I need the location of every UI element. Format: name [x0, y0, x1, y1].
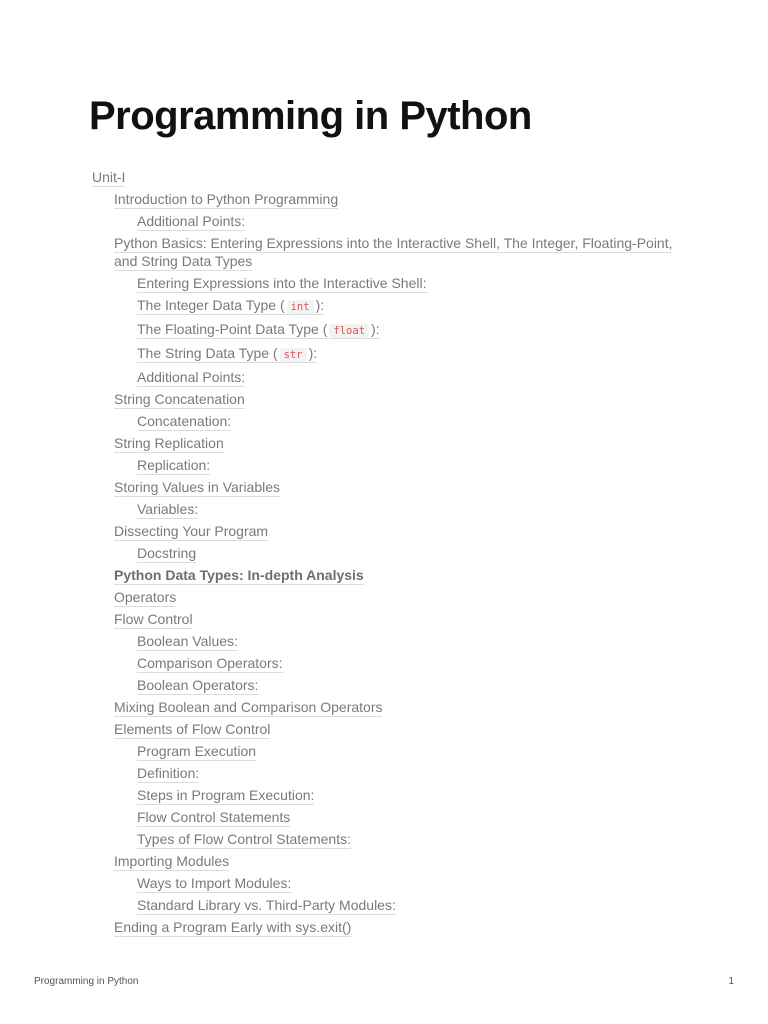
- toc-link-label: The Floating-Point Data Type (: [137, 321, 328, 337]
- toc-link-text: [137, 677, 258, 695]
- toc-link[interactable]: [137, 874, 692, 892]
- toc-link-text: [114, 699, 382, 717]
- toc-link-label: Boolean Operators:: [137, 677, 259, 693]
- toc-link-label: Comparison Operators:: [137, 655, 283, 671]
- toc-link[interactable]: [137, 544, 692, 562]
- toc-link-text: [137, 633, 238, 651]
- toc-link[interactable]: [114, 698, 692, 716]
- toc-link-label: Additional Points:: [137, 213, 246, 229]
- toc-link-label: Elements of Flow Control: [114, 721, 271, 737]
- toc-link-text: [137, 501, 198, 519]
- inline-code: float: [329, 324, 369, 338]
- toc-link-text: [137, 875, 291, 893]
- toc-link-text: [137, 369, 245, 387]
- toc-link-label: Replication:: [137, 457, 211, 473]
- toc-link-text: [114, 589, 176, 607]
- toc-link-text: [137, 787, 314, 805]
- inline-code: int: [287, 300, 314, 314]
- toc-link[interactable]: [137, 676, 692, 694]
- toc-link[interactable]: [92, 168, 692, 186]
- toc-link-text: [92, 169, 125, 187]
- toc-link[interactable]: [137, 632, 692, 650]
- footer-page-number: 1: [728, 976, 734, 987]
- toc-link-text: [114, 235, 673, 271]
- toc-link-label: Flow Control Statements: [137, 809, 291, 825]
- toc-link[interactable]: [137, 896, 692, 914]
- toc-link-label: Flow Control: [114, 611, 193, 627]
- toc-link-text: [137, 213, 245, 231]
- toc-link[interactable]: [137, 786, 692, 804]
- toc-link-text: [137, 297, 324, 315]
- toc-link-label: Ways to Import Modules:: [137, 875, 292, 891]
- toc-link[interactable]: [137, 274, 692, 292]
- toc-link-label: Dissecting Your Program: [114, 523, 269, 539]
- toc-link[interactable]: [114, 390, 692, 408]
- toc-link-text: [114, 721, 270, 739]
- toc-link-label: Docstring: [137, 545, 197, 561]
- toc-link[interactable]: [114, 478, 692, 496]
- toc-link-text: [137, 809, 290, 827]
- toc-link-label: Standard Library vs. Third-Party Modules:: [137, 897, 396, 913]
- toc-link[interactable]: [137, 212, 692, 230]
- toc-link-label: Steps in Program Execution:: [137, 787, 315, 803]
- toc-link[interactable]: [114, 234, 692, 270]
- table-of-contents: [92, 168, 692, 940]
- toc-link-text: [137, 545, 196, 563]
- toc-link-label: Program Execution: [137, 743, 257, 759]
- toc-link-text: [114, 567, 364, 585]
- toc-link-text: [114, 611, 193, 629]
- toc-link-label: Entering Expressions into the Interactive Shell:: [137, 275, 427, 291]
- toc-link[interactable]: [114, 190, 692, 208]
- toc-link-text: [114, 853, 229, 871]
- footer-title: Programming in Python: [34, 976, 139, 987]
- toc-link[interactable]: [137, 368, 692, 386]
- toc-link-text: [114, 391, 245, 409]
- toc-link-text: [137, 765, 199, 783]
- toc-link[interactable]: [137, 344, 692, 364]
- toc-link[interactable]: [137, 764, 692, 782]
- toc-link[interactable]: [114, 852, 692, 870]
- toc-link[interactable]: [114, 522, 692, 540]
- toc-link-suffix: ):: [308, 345, 318, 361]
- toc-link-text: [137, 345, 317, 363]
- toc-link[interactable]: [137, 742, 692, 760]
- toc-link[interactable]: [114, 588, 692, 606]
- toc-link[interactable]: [137, 808, 692, 826]
- toc-link-text: [137, 743, 256, 761]
- toc-link-label: Additional Points:: [137, 369, 246, 385]
- toc-link-label: The String Data Type (: [137, 345, 278, 361]
- toc-link[interactable]: [137, 830, 692, 848]
- toc-link-label: Importing Modules: [114, 853, 230, 869]
- toc-link-label: Operators: [114, 589, 177, 605]
- toc-link[interactable]: [137, 296, 692, 316]
- toc-link-label: String Replication: [114, 435, 224, 451]
- toc-link-label: Introduction to Python Programming: [114, 191, 339, 207]
- page-title: Programming in Python: [89, 94, 532, 138]
- toc-link-label: Python Basics: Entering Expressions into the Interactive Shell, The Integer, Floating-Point, and String Data Types: [114, 235, 673, 269]
- toc-link-label: Unit-I: [92, 169, 126, 185]
- toc-link[interactable]: [114, 566, 692, 584]
- toc-link-suffix: ):: [315, 297, 325, 313]
- toc-link[interactable]: [137, 500, 692, 518]
- toc-link-label: Boolean Values:: [137, 633, 238, 649]
- toc-link-text: [114, 435, 224, 453]
- toc-link[interactable]: [137, 654, 692, 672]
- toc-link-label: Concatenation:: [137, 413, 232, 429]
- toc-link-label: The Integer Data Type (: [137, 297, 285, 313]
- toc-link-text: [114, 919, 351, 937]
- toc-link[interactable]: [137, 456, 692, 474]
- toc-link-label: Variables:: [137, 501, 199, 517]
- toc-link-text: [137, 655, 283, 673]
- toc-link[interactable]: [114, 610, 692, 628]
- toc-link-label: Python Data Types: In-depth Analysis: [114, 567, 364, 583]
- toc-link-label: Types of Flow Control Statements:: [137, 831, 351, 847]
- toc-link-text: [114, 523, 268, 541]
- toc-link-text: [114, 479, 280, 497]
- toc-link-text: [137, 413, 231, 431]
- toc-link-label: Mixing Boolean and Comparison Operators: [114, 699, 383, 715]
- toc-link-label: Storing Values in Variables: [114, 479, 281, 495]
- toc-link-label: String Concatenation: [114, 391, 245, 407]
- inline-code: str: [280, 348, 307, 362]
- toc-link-text: [137, 831, 351, 849]
- toc-link-text: [114, 191, 338, 209]
- toc-link-label: Definition:: [137, 765, 200, 781]
- toc-link[interactable]: [137, 412, 692, 430]
- toc-link-text: [137, 897, 396, 915]
- toc-link[interactable]: [114, 434, 692, 452]
- toc-link[interactable]: [137, 320, 692, 340]
- toc-link-text: [137, 275, 427, 293]
- toc-link-text: [137, 321, 380, 339]
- toc-link-label: Ending a Program Early with sys.exit(): [114, 919, 352, 935]
- toc-link-text: [137, 457, 210, 475]
- toc-link[interactable]: [114, 918, 692, 936]
- toc-link[interactable]: [114, 720, 692, 738]
- toc-link-suffix: ):: [371, 321, 380, 337]
